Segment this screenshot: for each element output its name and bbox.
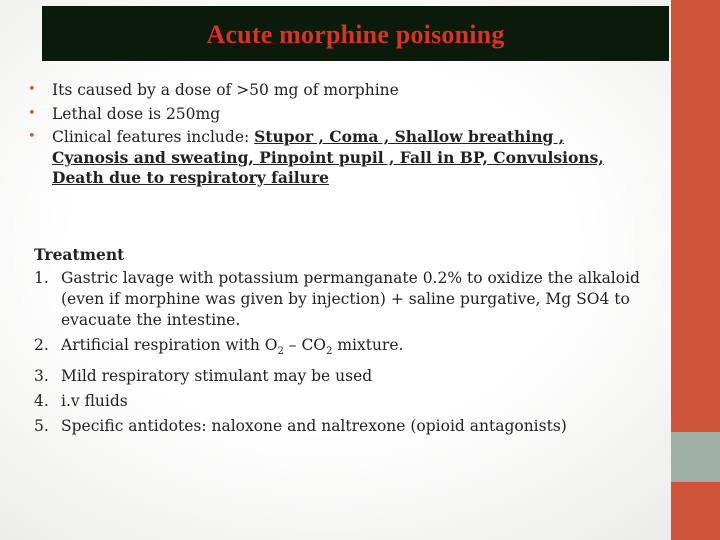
bullet-item [28, 127, 628, 189]
treatment-steps [34, 268, 659, 437]
treatment-heading: Treatment [34, 245, 125, 264]
title-bar [42, 6, 669, 61]
step-number: 1. [34, 269, 49, 287]
step-number: 4. [34, 392, 49, 411]
step-text: mixture. [332, 336, 404, 354]
step-text: Artificial respiration with O [61, 336, 278, 354]
side-band-top [671, 0, 720, 432]
subscript: 2 [277, 346, 284, 358]
step-number: 5. [34, 417, 49, 436]
treatment-section [34, 244, 659, 441]
step-text: Gastric lavage with potassium permanganate 0.2% to oxidize the alkaloid (even if morphine was given by injection) + saline purgative, Mg SO4 to evacuate the intestine. [61, 269, 640, 329]
treatment-step [34, 268, 659, 331]
step-text: – CO [283, 336, 327, 354]
bullet-dot-icon: • [28, 129, 36, 144]
side-band-accent [671, 432, 720, 482]
step-number: 3. [34, 367, 49, 386]
step-text: Mild respiratory stimulant may be used [61, 367, 373, 386]
subscript: 2 [326, 346, 333, 358]
slide-title: Acute morphine poisoning [206, 19, 505, 49]
treatment-step [34, 366, 659, 387]
treatment-step [34, 335, 659, 362]
bullet-list [28, 80, 628, 192]
side-band-bottom [671, 482, 720, 540]
bullet-text: Lethal dose is 250mg [52, 104, 221, 123]
treatment-step [34, 416, 659, 437]
bullet-text: Clinical features include: [52, 128, 255, 146]
treatment-step [34, 391, 659, 412]
step-text: Specific antidotes: naloxone and naltrexone (opioid antagonists) [61, 417, 567, 436]
step-text: i.v fluids [61, 392, 128, 411]
bullet-item [28, 104, 628, 125]
bullet-text: Its caused by a dose of >50 mg of morphine [52, 81, 399, 99]
bullet-dot-icon: • [28, 105, 36, 121]
bullet-dot-icon: • [28, 82, 36, 97]
clinical-features-text: Stupor , Coma , Shallow breathing , Cyanosis and sweating, Pinpoint pupil , Fall in BP, Convulsions, Death due to respiratory failure [52, 127, 604, 187]
step-number: 2. [34, 336, 49, 354]
bullet-item [28, 80, 628, 101]
